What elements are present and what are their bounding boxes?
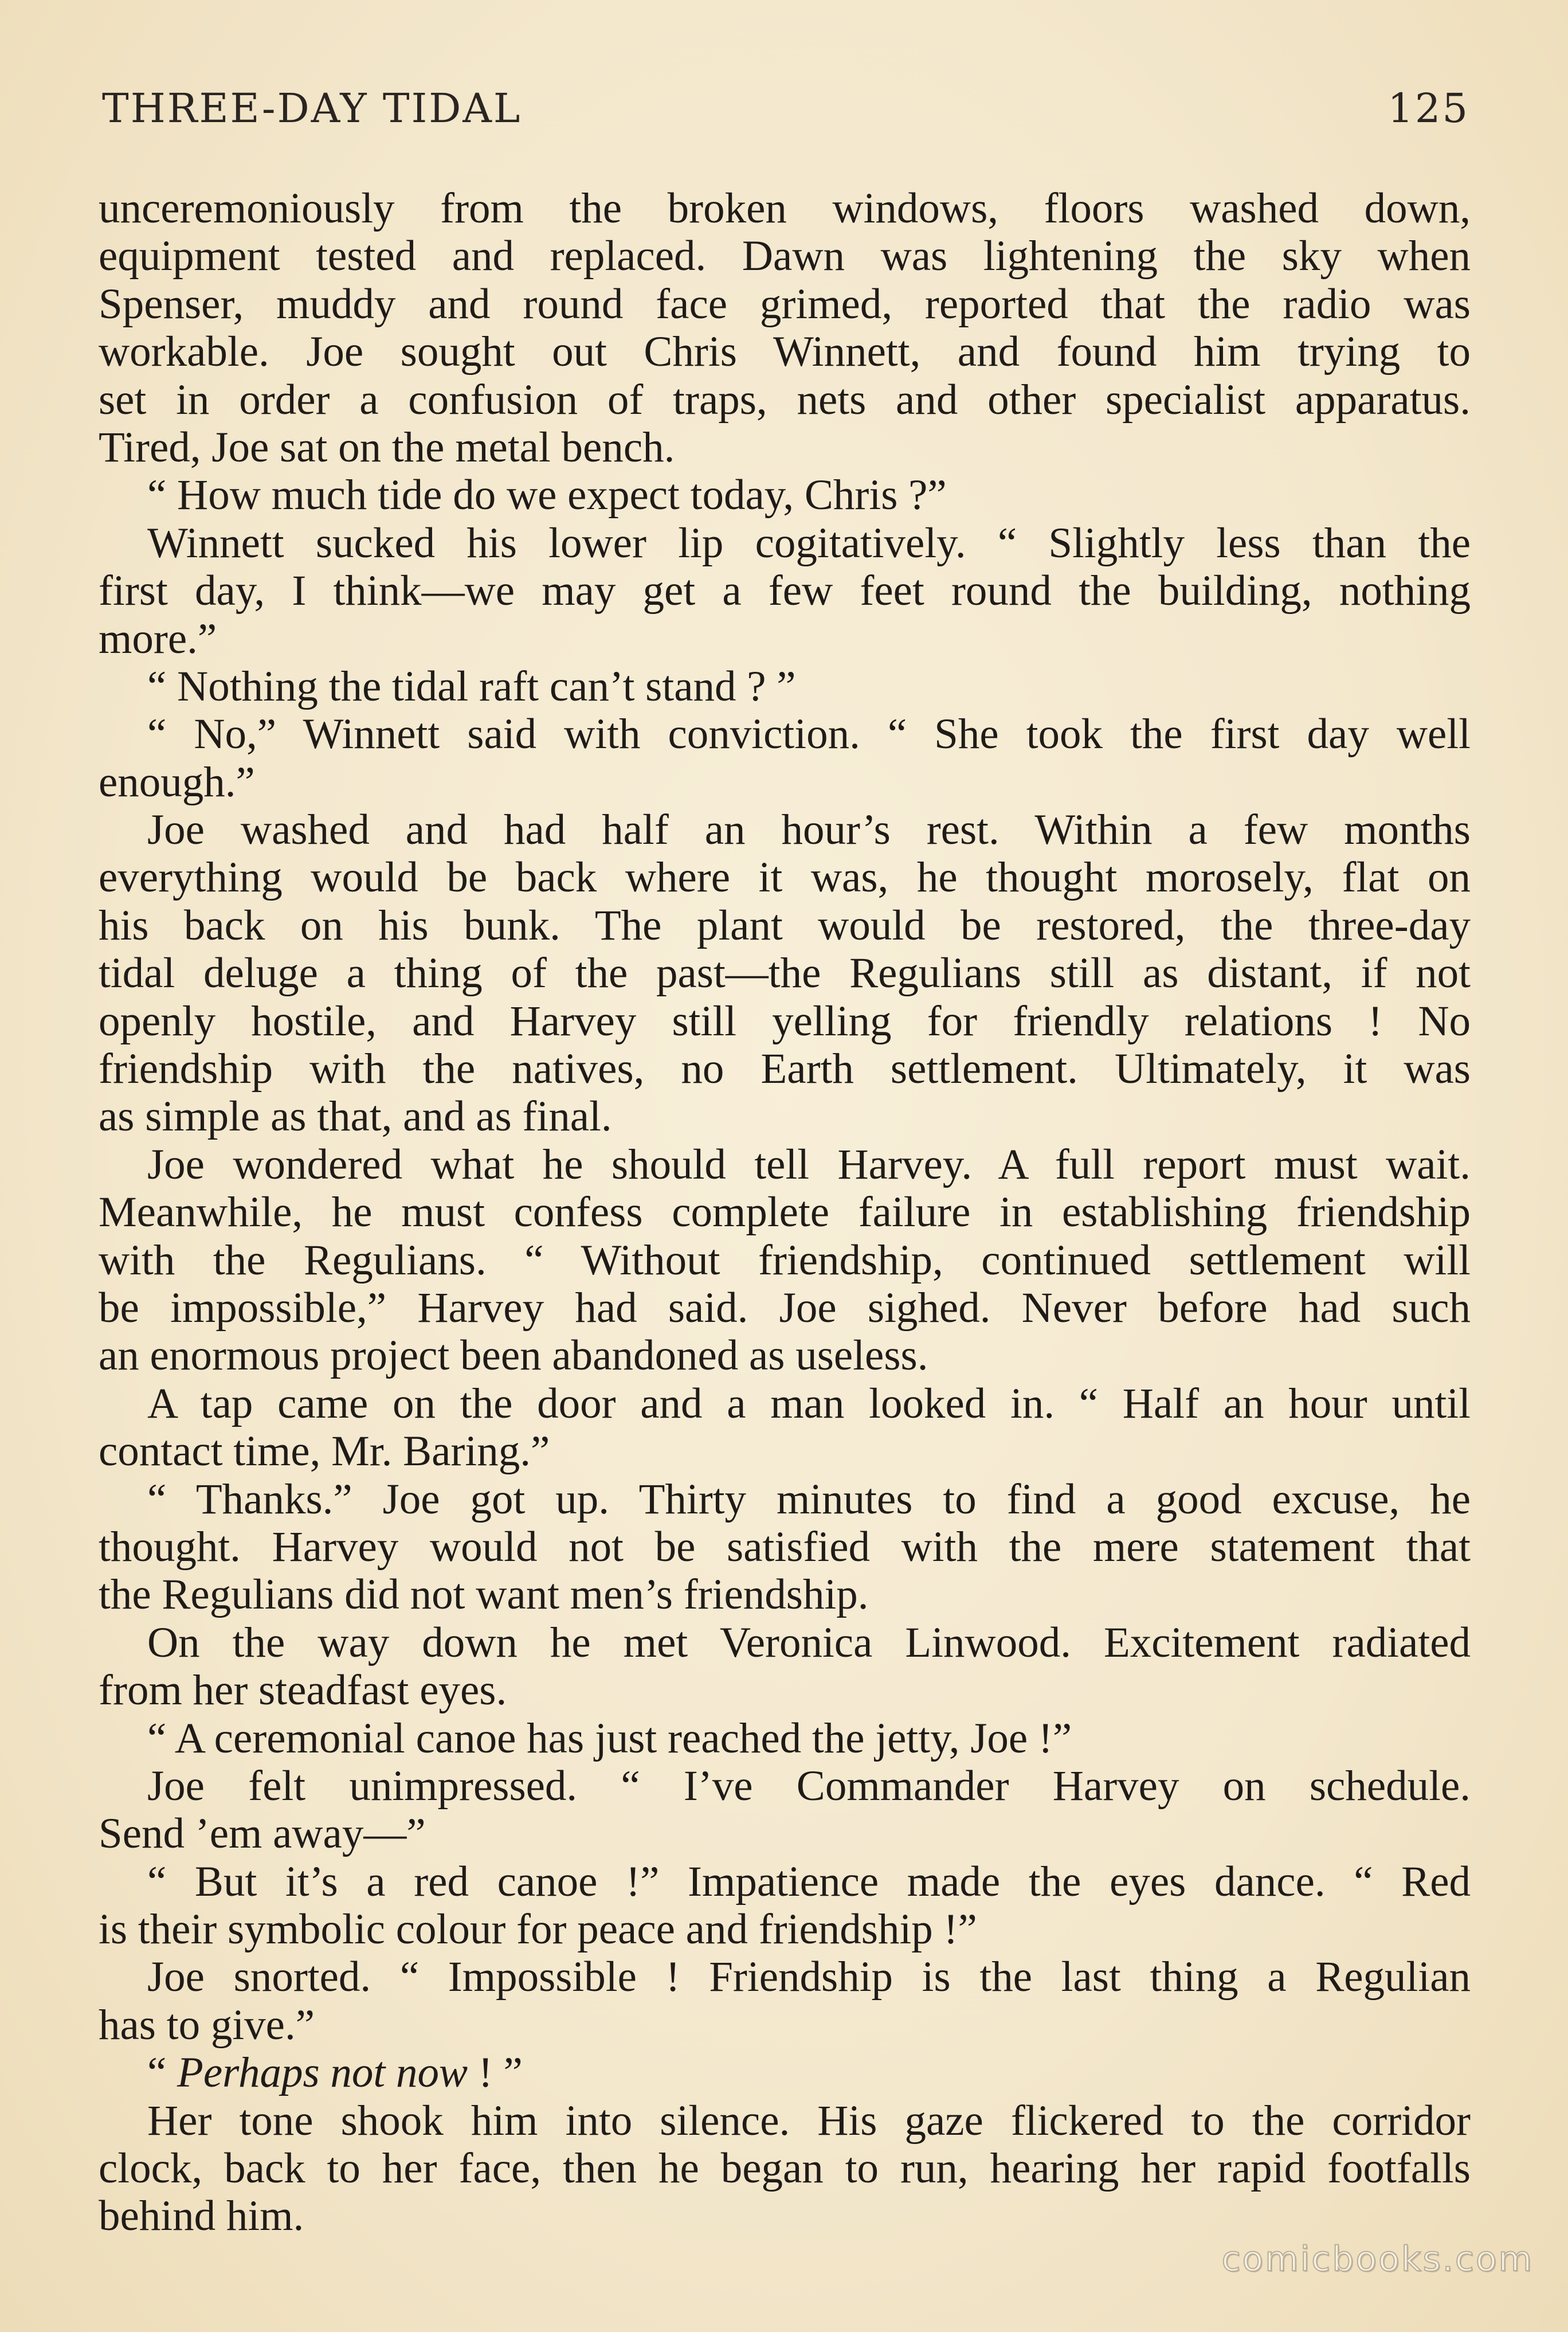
text-line: Winnett sucked his lower lip cogitatively. “ Slightly less than the (147, 519, 1471, 567)
text-line: as simple as that, and as final. (99, 1093, 612, 1141)
text-line: Joe washed and had half an hour’s rest. Within a few months (147, 806, 1471, 854)
text-line: “ A ceremonial canoe has just reached the jetty, Joe !” (147, 1714, 1072, 1762)
text-line: “ Nothing the tidal raft can’t stand ? ” (147, 662, 796, 710)
text-line: clock, back to her face, then he began to run, hearing her rapid footfalls (99, 2145, 1471, 2193)
text-line: Meanwhile, he must confess complete failure in establishing friendship (99, 1188, 1471, 1237)
text-line: “ But it’s a red canoe !” Impatience made the eyes dance. “ Red (147, 1857, 1471, 1905)
text-line: has to give.” (99, 2001, 315, 2049)
body-text (99, 185, 1471, 2240)
text-line: Spenser, muddy and round face grimed, reported that the radio was (99, 280, 1471, 328)
text-line: “ No,” Winnett said with conviction. “ She took the first day well (147, 710, 1471, 758)
text-line: Joe wondered what he should tell Harvey. A full report must wait. (147, 1140, 1471, 1188)
text-line: Send ’em away—” (99, 1810, 426, 1858)
text-line: workable. Joe sought out Chris Winnett, and found him trying to (99, 328, 1471, 376)
text-line: an enormous project been abandoned as useless. (99, 1332, 928, 1380)
text-line: “ Perhaps not now ! ” (147, 2049, 523, 2097)
text-line: tidal deluge a thing of the past—the Regulians still as distant, if not (99, 949, 1471, 997)
text-line: unceremoniously from the broken windows, floors washed down, (99, 185, 1471, 232)
text-line: Joe felt unimpressed. “ I’ve Commander Harvey on schedule. (147, 1762, 1471, 1810)
text-line: “ How much tide do we expect today, Chris ?” (147, 471, 947, 519)
chapter-title: THREE-DAY TIDAL (102, 85, 522, 132)
text-line: more.” (99, 615, 217, 663)
text-line: “ Thanks.” Joe got up. Thirty minutes to find a good excuse, he (147, 1475, 1471, 1523)
text-line: enough.” (99, 758, 255, 806)
italic-phrase: Perhaps not now (177, 2049, 468, 2097)
text-line: behind him. (99, 2192, 304, 2240)
page-number: 125 (1387, 85, 1469, 132)
text-line: Her tone shook him into silence. His gaze flickered to the corridor (147, 2096, 1471, 2145)
text-line: Tired, Joe sat on the metal bench. (99, 423, 675, 471)
watermark: comicbooks.com (1221, 2239, 1534, 2279)
text-line: openly hostile, and Harvey still yelling for friendly relations ! No (99, 997, 1471, 1045)
text-line: is their symbolic colour for peace and friendship !” (99, 1905, 977, 1954)
text-line: the Regulians did not want men’s friendship. (99, 1571, 869, 1619)
text-line: everything would be back where it was, he thought morosely, flat on (99, 854, 1471, 902)
text-line: set in order a confusion of traps, nets and other specialist apparatus. (99, 375, 1471, 424)
text-line: contact time, Mr. Baring.” (99, 1427, 550, 1476)
text-line: friendship with the natives, no Earth settlement. Ultimately, it was (99, 1045, 1471, 1093)
text-line: On the way down he met Veronica Linwood. Excitement radiated (147, 1618, 1471, 1666)
text-line: equipment tested and replaced. Dawn was lightening the sky when (99, 232, 1471, 280)
text-line: be impossible,” Harvey had said. Joe sighed. Never before had such (99, 1284, 1471, 1332)
text-line: his back on his bunk. The plant would be restored, the three-day (99, 901, 1471, 949)
text-line: from her steadfast eyes. (99, 1666, 507, 1715)
text-line: A tap came on the door and a man looked in. “ Half an hour until (147, 1379, 1471, 1427)
running-head (102, 85, 1469, 148)
text-line: with the Regulians. “ Without friendship, continued settlement will (99, 1236, 1471, 1284)
text-line: first day, I think—we may get a few feet round the building, nothing (99, 567, 1471, 615)
text-line: Joe snorted. “ Impossible ! Friendship is the last thing a Regulian (147, 1953, 1471, 2001)
text-line: thought. Harvey would not be satisfied with the mere statement that (99, 1523, 1471, 1571)
